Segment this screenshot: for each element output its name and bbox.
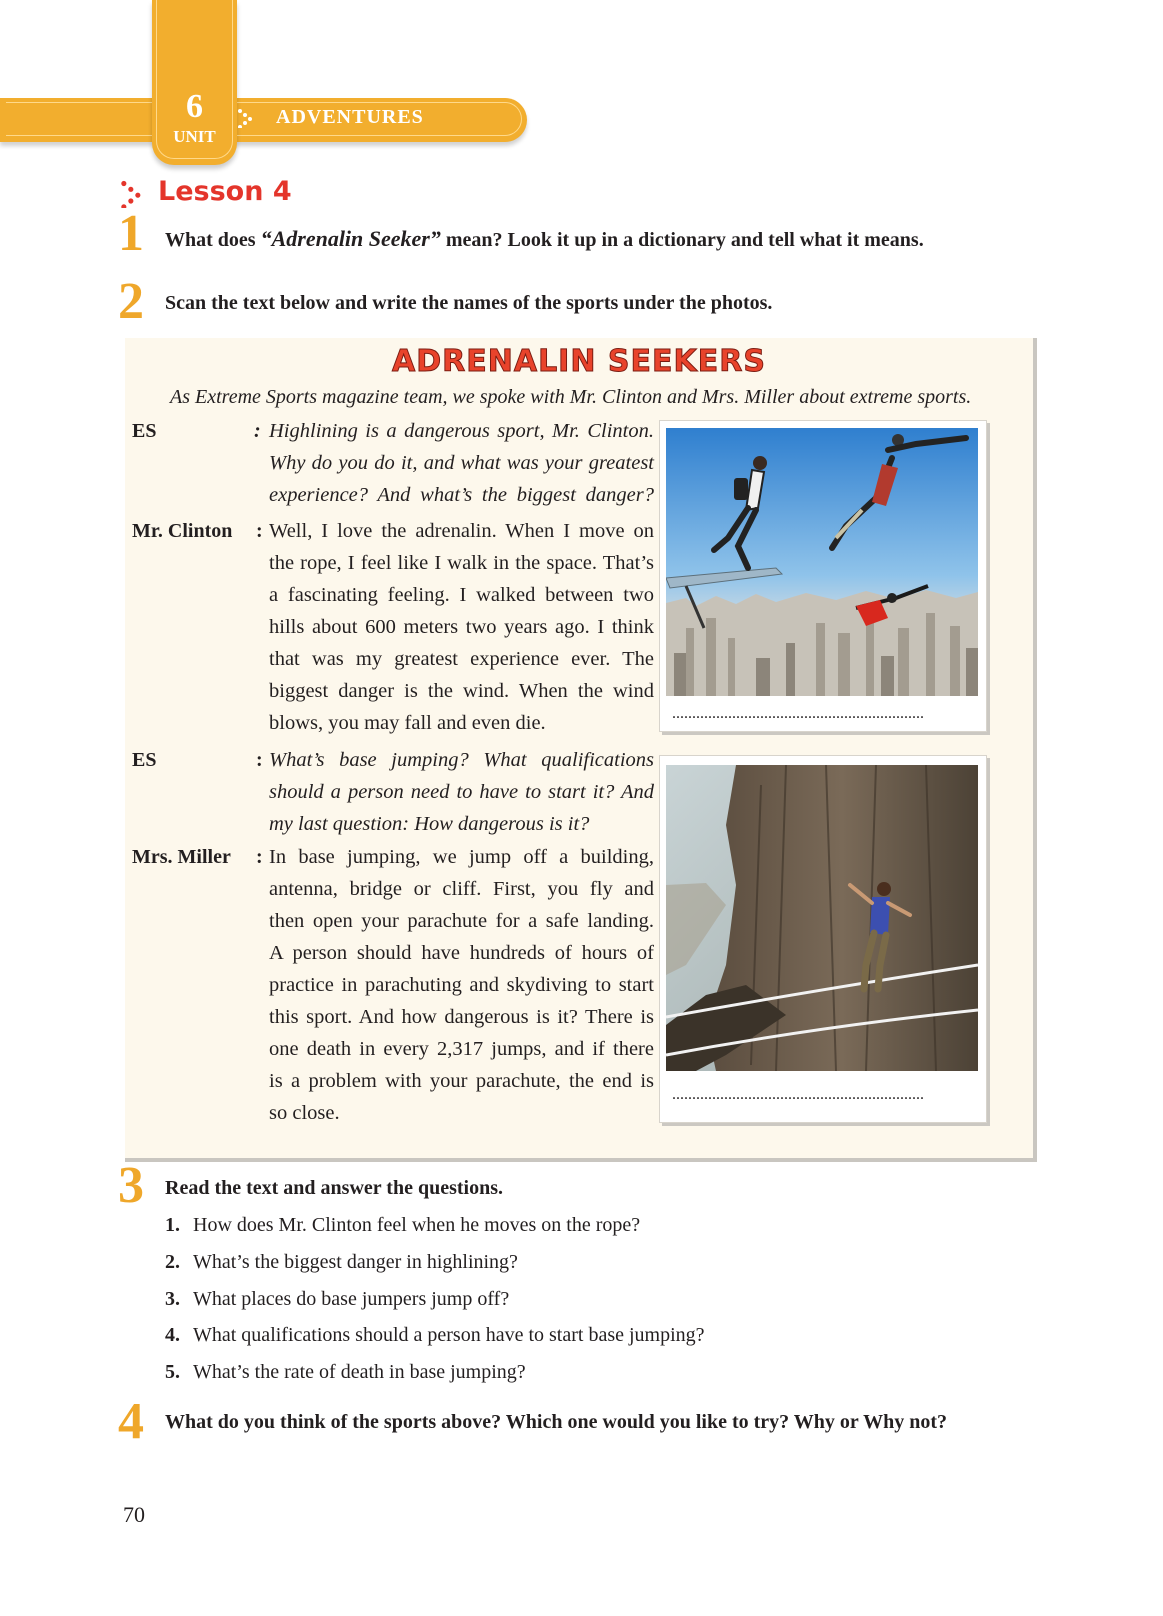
dialogue-line: biggest danger is the wind. When the wind — [269, 680, 654, 702]
reading-title: ADRENALIN SEEKERS — [392, 344, 766, 379]
dialogue-line: practice in parachuting and skydiving to start — [269, 974, 654, 996]
question-text: What’s the rate of death in base jumping? — [193, 1361, 526, 1383]
dots-icon — [236, 108, 256, 128]
question-number: 4. — [165, 1324, 180, 1346]
exercise-4-number: 4 — [118, 1393, 144, 1450]
dialogue-line: blows, you may fall and even die. — [269, 712, 546, 734]
answer-line-1[interactable]: ............................................................... — [672, 705, 924, 722]
colon: : — [256, 846, 263, 868]
reading-intro: As Extreme Sports magazine team, we spoke with Mr. Clinton and Mrs. Miller about extreme sports. — [170, 386, 972, 408]
lesson-dots-icon — [120, 180, 144, 208]
dialogue-line: experience? And what’s the biggest danger? — [269, 484, 654, 506]
dialogue-line: What’s base jumping? What qualifications — [269, 749, 654, 771]
exercise-4-text: What do you think of the sports above? Which one would you like to try? Why or Why not? — [165, 1411, 947, 1433]
dialogue-line: then open your parachute for a safe landing. — [269, 910, 654, 932]
exercise-1-number: 1 — [118, 205, 144, 262]
dialogue-line: Highlining is a dangerous sport, Mr. Clinton. — [269, 420, 654, 442]
dialogue-line: this sport. And how dangerous is it? There is — [269, 1006, 654, 1028]
dialogue-line: A person should have hundreds of hours of — [269, 942, 654, 964]
base-jumping-photo — [666, 428, 978, 696]
colon: : — [256, 749, 263, 771]
dialogue-line: the rope, I feel like I walk in the space. That’s — [269, 552, 654, 574]
exercise-1-text: What does “Adrenalin Seeker” mean? Look it up in a dictionary and tell what it means. — [165, 226, 924, 251]
speaker-es: ES — [132, 749, 157, 771]
speaker-es: ES — [132, 420, 157, 442]
question-number: 3. — [165, 1288, 180, 1310]
speaker-mr-clinton: Mr. Clinton — [132, 520, 233, 542]
answer-line-2[interactable]: ............................................................... — [672, 1086, 924, 1103]
dialogue-line: my last question: How dangerous is it? — [269, 813, 590, 835]
dialogue-line: so close. — [269, 1102, 340, 1124]
dialogue-line: antenna, bridge or cliff. First, you fly and — [269, 878, 654, 900]
speaker-mrs-miller: Mrs. Miller — [132, 846, 231, 868]
unit-title: ADVENTURES — [276, 106, 424, 128]
unit-label: UNIT — [173, 127, 216, 146]
lesson-title: Lesson 4 — [158, 176, 292, 207]
question-text: What’s the biggest danger in highlining? — [193, 1251, 518, 1273]
colon: : — [256, 520, 263, 542]
dialogue-line: Why do you do it, and what was your greatest — [269, 452, 654, 474]
unit-number: 6 — [186, 88, 203, 125]
dialogue-line: Well, I love the adrenalin. When I move on — [269, 520, 654, 542]
exercise-3-number: 3 — [118, 1157, 144, 1214]
question-number: 5. — [165, 1361, 180, 1383]
dialogue-line: should a person need to have to start it? And — [269, 781, 654, 803]
unit-banner-border — [6, 102, 522, 136]
exercise-2-text: Scan the text below and write the names of the sports under the photos. — [165, 292, 773, 314]
colon: : — [254, 420, 261, 442]
dialogue-line: is a problem with your parachute, the end is — [269, 1070, 654, 1092]
question-text: What qualifications should a person have to start base jumping? — [193, 1324, 705, 1346]
highlining-photo — [666, 765, 978, 1071]
question-number: 2. — [165, 1251, 180, 1273]
exercise-3-text: Read the text and answer the questions. — [165, 1177, 503, 1199]
page-number: 70 — [123, 1502, 145, 1527]
dialogue-line: one death in every 2,317 jumps, and if there — [269, 1038, 654, 1060]
question-text: What places do base jumpers jump off? — [193, 1288, 510, 1310]
question-text: How does Mr. Clinton feel when he moves on the rope? — [193, 1214, 641, 1236]
exercise-2-number: 2 — [118, 273, 144, 330]
dialogue-line: that was my greatest experience ever. The — [269, 648, 654, 670]
dialogue-line: In base jumping, we jump off a building, — [269, 846, 654, 868]
dialogue-line: hills about 600 meters two years ago. I think — [269, 616, 654, 638]
dialogue-line: a fascinating feeling. I walked between two — [269, 584, 654, 606]
question-number: 1. — [165, 1214, 180, 1236]
